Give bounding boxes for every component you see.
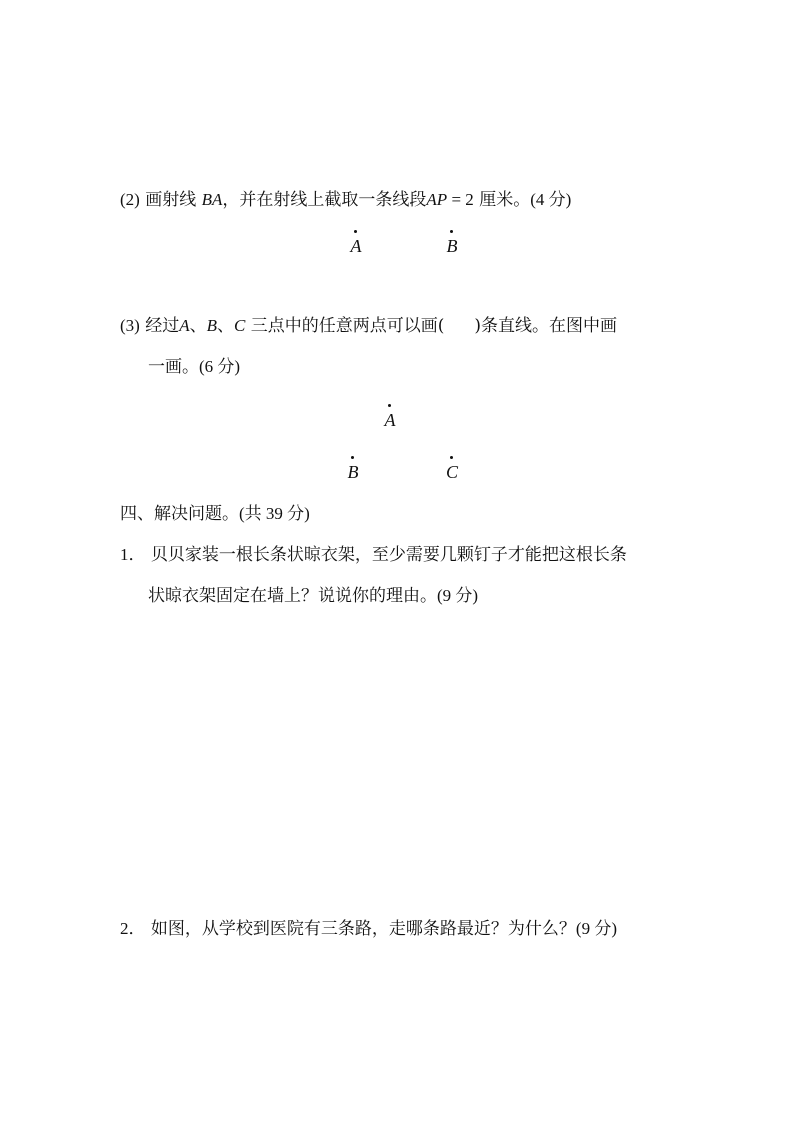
question-text: 经过 bbox=[145, 316, 180, 336]
point-a bbox=[346, 236, 366, 256]
question-3-3 bbox=[120, 314, 617, 338]
problem-number: 1． bbox=[120, 545, 146, 564]
problem-1-line2 bbox=[148, 584, 478, 608]
problem-text: 如图，从学校到医院有三条路，走哪条路最近？为什么？ bbox=[150, 919, 576, 939]
section-heading bbox=[120, 502, 310, 526]
equation: = 2 bbox=[447, 190, 474, 209]
separator: 、 bbox=[217, 316, 235, 336]
question-text: 画射线 bbox=[145, 190, 197, 210]
segment-label: AP bbox=[426, 190, 448, 209]
point-c bbox=[442, 462, 462, 482]
problem-text: 贝贝家装一根长条状晾衣架，至少需要几颗钉子才能把这根长条 bbox=[150, 545, 627, 565]
point-a bbox=[380, 410, 400, 430]
question-text: 三点中的任意两点可以画( bbox=[245, 316, 445, 336]
question-text: 一画。 bbox=[148, 357, 199, 377]
point-label: C bbox=[445, 462, 458, 482]
question-3-2 bbox=[120, 188, 571, 212]
point-label: B bbox=[206, 316, 218, 335]
point-label: A bbox=[350, 236, 362, 256]
separator: 、 bbox=[189, 316, 207, 336]
point-dot bbox=[351, 456, 354, 459]
point-label: B bbox=[446, 236, 458, 256]
point-dot bbox=[450, 456, 453, 459]
question-text: )条直线。在图中画 bbox=[474, 316, 618, 336]
point-b bbox=[343, 462, 363, 482]
point-dot bbox=[450, 230, 453, 233]
point-label: B bbox=[347, 462, 359, 482]
point-dot bbox=[388, 404, 391, 407]
problem-2 bbox=[120, 917, 617, 941]
question-number: (3) bbox=[120, 316, 140, 335]
section-title: 四、解决问题。 bbox=[120, 504, 239, 524]
point-b bbox=[442, 236, 462, 256]
problem-1 bbox=[120, 543, 627, 567]
ray-label: BA bbox=[201, 190, 223, 209]
score: (9 分) bbox=[575, 919, 617, 938]
score: (9 分) bbox=[437, 586, 479, 605]
score: (6 分) bbox=[199, 357, 241, 376]
question-3-3-line2 bbox=[148, 355, 240, 379]
problem-text: 状晾衣架固定在墙上？说说你的理由。 bbox=[148, 586, 437, 606]
score: (4 分) bbox=[530, 190, 572, 209]
problem-number: 2． bbox=[120, 919, 146, 938]
point-dot bbox=[354, 230, 357, 233]
section-score: (共 39 分) bbox=[239, 504, 310, 523]
question-number: (2) bbox=[120, 190, 140, 209]
question-text: ，并在射线上截取一条线段 bbox=[222, 190, 427, 210]
point-label: A bbox=[179, 316, 190, 335]
question-text: 厘米。 bbox=[479, 190, 531, 210]
point-label: C bbox=[234, 316, 246, 335]
point-label: A bbox=[384, 410, 396, 430]
